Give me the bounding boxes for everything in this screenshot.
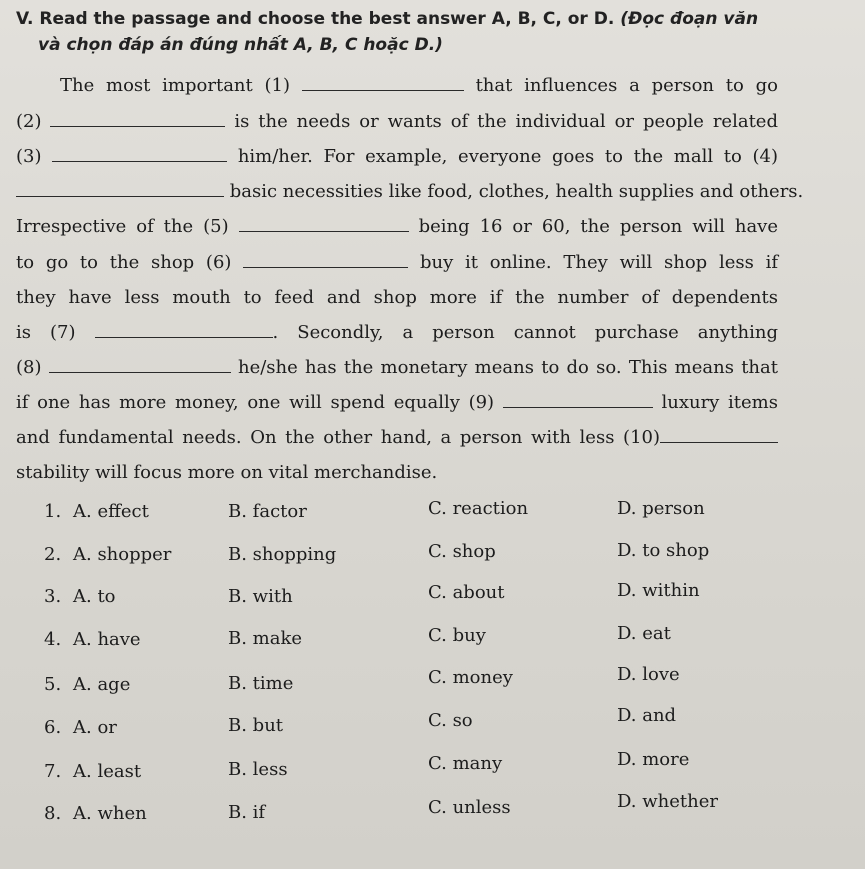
option-b[interactable]: B. but (228, 715, 284, 736)
option-b[interactable]: B. less (228, 759, 288, 780)
option-a[interactable]: A. effect (73, 501, 149, 522)
question-number: 7. (44, 761, 62, 782)
blank-10 (660, 426, 778, 443)
option-a[interactable]: A. when (73, 803, 147, 824)
option-c[interactable]: C. about (428, 582, 505, 603)
option-d[interactable]: D. person (617, 498, 705, 519)
question-number: 4. (44, 629, 62, 650)
passage-line-1: The most important (1) that influences a person to go (60, 75, 778, 96)
passage-line-11: and fundamental needs. On the other hand, a person with less (10) (16, 426, 778, 450)
passage-line-12: stability will focus more on vital merchandise. (16, 462, 438, 483)
option-b[interactable]: B. if (228, 802, 266, 823)
option-d[interactable]: D. and (617, 705, 677, 726)
instruction-vn-2: và chọn đáp án đúng nhất A, B, C hoặc D.) (38, 35, 443, 55)
option-d[interactable]: D. eat (617, 623, 671, 644)
blank-4 (16, 180, 224, 197)
question-number: 1. (44, 501, 62, 522)
passage-line-9: (8) he/she has the monetary means to do so. This means that (16, 357, 778, 378)
option-a[interactable]: A. or (73, 717, 117, 738)
option-b[interactable]: B. with (228, 586, 293, 607)
option-d[interactable]: D. love (617, 664, 680, 685)
question-number: 2. (44, 544, 62, 565)
option-b[interactable]: B. make (228, 628, 303, 649)
option-a[interactable]: A. have (73, 629, 141, 650)
passage-line-3: (3) him/her. For example, everyone goes to the mall to (4) (16, 146, 778, 167)
passage-line-5: Irrespective of the (5) being 16 or 60, the person will have (16, 216, 779, 237)
option-c[interactable]: C. money (428, 667, 513, 688)
passage-line-2: (2) is the needs or wants of the individual or people related (16, 111, 778, 132)
option-b[interactable]: B. time (228, 673, 294, 694)
passage-line-6: to go to the shop (6) buy it online. They will shop less if (16, 252, 779, 273)
blank-2 (50, 110, 225, 127)
option-c[interactable]: C. so (428, 710, 473, 731)
blank-7 (95, 321, 273, 338)
option-c[interactable]: C. unless (428, 797, 511, 818)
instruction-text: Read the passage and choose the best answer A, B, C, or D. (39, 9, 615, 29)
question-number: 8. (44, 803, 62, 824)
blank-6 (243, 251, 408, 268)
option-a[interactable]: A. least (73, 761, 142, 782)
blank-3 (52, 145, 227, 162)
option-c[interactable]: C. reaction (428, 498, 529, 519)
passage-line-10: if one has more money, one will spend equally (9) luxury items (16, 392, 778, 413)
blank-8 (49, 356, 231, 373)
option-b[interactable]: B. shopping (228, 544, 337, 565)
passage-line-8: is (7) . Secondly, a person cannot purchase anything (16, 322, 778, 343)
blank-9 (503, 391, 653, 408)
option-c[interactable]: C. buy (428, 625, 486, 646)
option-d[interactable]: D. within (617, 580, 700, 601)
question-number: 6. (44, 717, 62, 738)
option-d[interactable]: D. whether (617, 791, 718, 812)
option-b[interactable]: B. factor (228, 501, 307, 522)
question-number: 5. (44, 674, 62, 695)
option-a[interactable]: A. shopper (73, 544, 172, 565)
blank-5 (239, 215, 409, 232)
question-number: 3. (44, 586, 62, 607)
blank-1 (302, 74, 464, 91)
passage-line-7: they have less mouth to feed and shop more if the number of dependents (16, 287, 778, 308)
option-c[interactable]: C. many (428, 753, 503, 774)
option-d[interactable]: D. more (617, 749, 690, 770)
instruction-vn-1: (Đọc đoạn văn (620, 9, 759, 29)
option-d[interactable]: D. to shop (617, 540, 710, 561)
exercise-heading (16, 6, 856, 58)
option-a[interactable]: A. age (73, 674, 131, 695)
section-number: V. (16, 9, 34, 29)
passage-line-4: basic necessities like food, clothes, health supplies and others. (16, 180, 778, 204)
option-c[interactable]: C. shop (428, 541, 496, 562)
option-a[interactable]: A. to (73, 586, 116, 607)
